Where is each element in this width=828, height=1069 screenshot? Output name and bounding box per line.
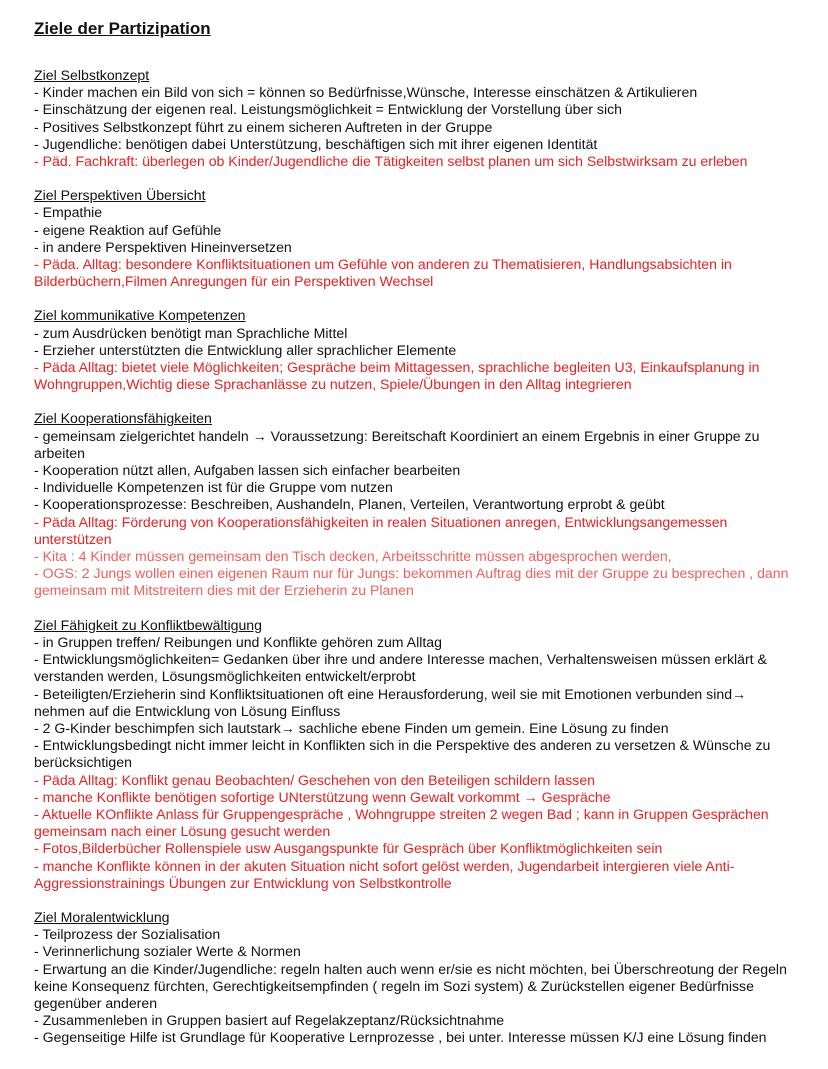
sections-container [34, 67, 794, 1047]
section-line: - OGS: 2 Jungs wollen einen eigenen Raum nur für Jungs: bekommen Auftrag dies mit der Gruppe zu besprechen , dann gemeinsam mit Mitstreitern dies mit der Erzieherin zu Planen [34, 565, 789, 599]
section-line: - gemeinsam zielgerichtet handeln → Voraussetzung: Bereitschaft Koordiniert an einem Ergebnis in einer Gruppe zu arbeiten [34, 427, 760, 461]
section-line: - Individuelle Kompetenzen ist für die Gruppe vom nutzen [34, 479, 393, 496]
document-title: Ziele der Partizipation [34, 19, 211, 38]
section-line: - eigene Reaktion auf Gefühle [34, 221, 222, 238]
section-line: - Kita : 4 Kinder müssen gemeinsam den Tisch decken, Arbeitsschritte müssen abgesprochen werden, [34, 548, 672, 565]
section-line: - Entwicklungsmöglichkeiten= Gedanken über ihre und andere Interesse machen, Verhaltensweisen müssen erklärt & verstanden werden, Lösungsmöglichkeiten entwickelt/erprobt [34, 651, 767, 685]
section-line: - Päda Alltag: Förderung von Kooperationsfähigkeiten in realen Situationen anregen, Entwicklungsangemessen unterstützen [34, 513, 728, 547]
section-line: - Zusammenleben in Gruppen basiert auf Regelakzeptanz/Rücksichtnahme [34, 1012, 505, 1029]
section [34, 187, 794, 290]
section [34, 307, 794, 393]
section-heading: Ziel Kooperationsfähigkeiten [34, 410, 212, 427]
section-line: - Fotos,Bilderbücher Rollenspiele usw Ausgangspunkte für Gespräch über Konfliktmöglichkeiten sein [34, 840, 663, 857]
section-line: - Kooperation nützt allen, Aufgaben lassen sich einfacher bearbeiten [34, 462, 461, 479]
document-page [34, 18, 794, 1064]
section-line: - manche Konflikte benötigen sofortige UNterstützung wenn Gewalt vorkommt → Gespräche [34, 788, 611, 805]
section-line: - Einschätzung der eigenen real. Leistungsmöglichkeit = Entwicklung der Vorstellung über sich [34, 101, 622, 118]
section-line: - Kooperationsprozesse: Beschreiben, Aushandeln, Planen, Verteilen, Verantwortung erprobt & geübt [34, 496, 665, 513]
section-line: - Jugendliche: benötigen dabei Unterstützung, beschäftigen sich mit ihrer eigenen Identität [34, 135, 598, 152]
section-line: - Päda. Alltag: besondere Konfliktsituationen um Gefühle von anderen zu Thematisieren, Handlungsabsichten in Bilderbüchern,Filmen Anregungen für ein Perspektiven Wechsel [34, 256, 732, 290]
section-line: - Aktuelle KOnflikte Anlass für Gruppengespräche , Wohngruppe streiten 2 wegen Bad ; kann in Gruppen Gesprächen gemeinsam nach einer Lösung gesucht werden [34, 805, 769, 840]
section-heading: Ziel Moralentwicklung [34, 908, 170, 925]
section-line: - Positives Selbstkonzept führt zu einem sicheren Auftreten in der Gruppe [34, 118, 493, 135]
section-line: - Erwartung an die Kinder/Jugendliche: regeln halten auch wenn er/sie es nicht möchten, bei Überschreotung der Regeln keine Konsequenz fürchten, Gerechtigkeitsempfinden ( regeln im Sozi system) & Zurückstellen eigener Bedürfnisse gegenüber anderen [34, 960, 787, 1011]
section-line: - Päd. Fachkraft: überlegen ob Kinder/Jugendliche die Tätigkeiten selbst planen um sich Selbstwirksam zu erleben [34, 153, 748, 170]
section [34, 909, 794, 1047]
section-line: - in Gruppen treffen/ Reibungen und Konflikte gehören zum Alltag [34, 633, 442, 650]
section-heading: Ziel Fähigkeit zu Konfliktbewältigung [34, 616, 262, 633]
section-heading: Ziel Perspektiven Übersicht [34, 187, 206, 204]
section-line: - Empathie [34, 204, 103, 221]
section [34, 617, 794, 892]
section [34, 67, 794, 170]
section-line: - Erzieher unterstützten die Entwicklung aller sprachlicher Elemente [34, 341, 457, 358]
section-heading: Ziel Selbstkonzept [34, 67, 150, 83]
section-line: - Beteiligten/Erzieherin sind Konfliktsituationen oft eine Herausforderung, weil sie mit Emotionen verbunden sind→ nehmen auf die Entwicklung von Lösung Einfluss [34, 685, 747, 719]
section-line: - Verinnerlichung sozialer Werte & Normen [34, 943, 301, 960]
section [34, 410, 794, 599]
section-line: - Gegenseitige Hilfe ist Grundlage für Kooperative Lernprozesse , bei unter. Interesse müssen K/J eine Lösung finden [34, 1029, 767, 1046]
section-line: - Teilprozess der Sozialisation [34, 926, 221, 943]
section-line: - 2 G-Kinder beschimpfen sich lautstark→ sachliche ebene Finden um gemein. Eine Lösung zu finden [34, 719, 669, 736]
section-line: - Kinder machen ein Bild von sich = können so Bedürfnisse,Wünsche, Interesse einschätzen & Artikulieren [34, 84, 698, 101]
section-line: - Päda Alltag: Konflikt genau Beobachten/ Geschehen von den Beteiligen schildern lassen [34, 771, 595, 788]
section-line: - Päda Alltag: bietet viele Möglichkeiten; Gespräche beim Mittagessen, sprachliche begleiten U3, Einkaufsplanung in Wohngruppen,Wichtig diese Sprachanlässe zu nutzen, Spiele/Übungen in den Alltag integrieren [34, 359, 760, 393]
section-line: - Entwicklungsbedingt nicht immer leicht in Konflikten sich in die Perspektive des anderen zu versetzen & Wünsche zu berücksichtigen [34, 737, 771, 771]
section-line: - in andere Perspektiven Hineinversetzen [34, 238, 292, 255]
section-line: - manche Konflikte können in der akuten Situation nicht sofort gelöst werden, Jugendarbeit intergieren viele Anti-Aggressionstrainings Übungen zur Entwicklung von Selbstkontrolle [34, 857, 735, 891]
section-line: - zum Ausdrücken benötigt man Sprachliche Mittel [34, 324, 348, 341]
section-heading: Ziel kommunikative Kompetenzen [34, 307, 246, 324]
